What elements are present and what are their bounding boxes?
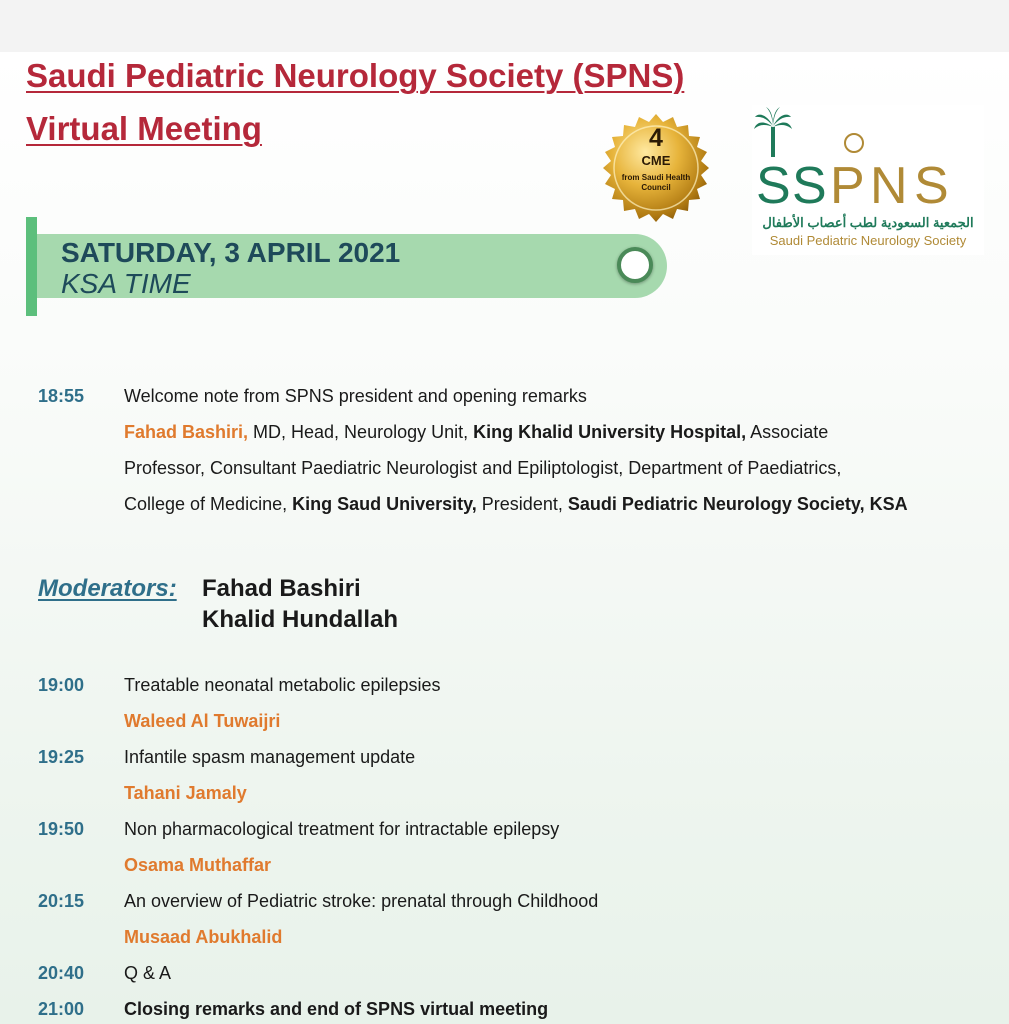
moderator-name: Khalid Hundallah xyxy=(202,606,399,633)
agenda-speaker-row xyxy=(0,777,1009,807)
svg-text:S: S xyxy=(756,157,791,215)
agenda-title: Welcome note from SPNS president and opening remarks xyxy=(124,386,587,406)
agenda-row xyxy=(0,885,1009,915)
agenda-time: 21:00 xyxy=(38,999,85,1019)
agenda-time: 18:55 xyxy=(38,386,85,406)
agenda-title: Non pharmacological treatment for intractable epilepsy xyxy=(124,819,560,839)
page-title: Saudi Pediatric Neurology Society (SPNS) xyxy=(26,57,685,94)
spns-logo-mark-icon xyxy=(752,105,984,215)
agenda-time: 20:40 xyxy=(38,963,85,983)
speaker-bio-text: President, xyxy=(476,494,568,514)
top-bar xyxy=(0,0,1009,52)
svg-text:P: P xyxy=(830,157,865,215)
agenda-speaker: Fahad Bashiri, xyxy=(124,422,249,442)
agenda-speaker: Osama Muthaffar xyxy=(124,855,272,875)
event-timezone: KSA TIME xyxy=(61,268,191,299)
moderator-name: Fahad Bashiri xyxy=(202,575,361,602)
agenda-speaker-row xyxy=(0,849,1009,879)
speaker-affiliation: King Saud University, xyxy=(292,494,477,514)
agenda-row xyxy=(0,813,1009,843)
agenda-row-qa xyxy=(0,957,1009,987)
agenda-speaker-row xyxy=(0,921,1009,951)
welcome-speaker-line-1 xyxy=(0,416,1009,446)
speaker-affiliation: Saudi Pediatric Neurology Society, KSA xyxy=(567,494,908,514)
date-banner-accent xyxy=(26,217,37,316)
welcome-speaker-line-3 xyxy=(0,488,1009,518)
agenda-speaker: Musaad Abukhalid xyxy=(124,927,283,947)
banner-circle-icon xyxy=(617,247,653,283)
event-date: SATURDAY, 3 APRIL 2021 xyxy=(61,237,401,268)
agenda-title: An overview of Pediatric stroke: prenatal through Childhood xyxy=(124,891,599,911)
speaker-bio-text: College of Medicine, xyxy=(124,494,293,514)
cme-hours: 4 xyxy=(649,124,663,152)
agenda-row xyxy=(0,741,1009,771)
agenda-title: Closing remarks and end of SPNS virtual meeting xyxy=(124,999,549,1019)
logo-arabic-name: الجمعية السعودية لطب أعصاب الأطفال xyxy=(762,215,974,230)
page-subtitle: Virtual Meeting xyxy=(26,110,262,147)
agenda-time: 20:15 xyxy=(38,891,85,911)
speaker-bio-text: Professor, Consultant Paediatric Neurologist and Epiliptologist, Department of Paediatrics, xyxy=(124,458,842,478)
speaker-bio-text: MD, Head, Neurology Unit, xyxy=(248,422,474,442)
agenda-title: Q & A xyxy=(124,963,172,983)
cme-label: CME xyxy=(641,153,671,168)
agenda-title: Treatable neonatal metabolic epilepsies xyxy=(124,675,441,695)
date-banner xyxy=(37,234,667,298)
svg-text:N: N xyxy=(870,157,908,215)
agenda-title: Infantile spasm management update xyxy=(124,747,416,767)
welcome-speaker-line-2 xyxy=(0,452,1009,482)
agenda-speaker: Waleed Al Tuwaijri xyxy=(124,711,281,731)
agenda-speaker-row xyxy=(0,705,1009,735)
speaker-bio-text: Associate xyxy=(746,422,829,442)
svg-text:S: S xyxy=(792,157,827,215)
moderators-label: Moderators: xyxy=(38,575,177,602)
cme-badge xyxy=(600,112,712,224)
spns-logo xyxy=(752,105,984,255)
agenda-speaker: Tahani Jamaly xyxy=(124,783,247,803)
agenda-time: 19:25 xyxy=(38,747,85,767)
agenda-row-closing xyxy=(0,993,1009,1023)
speaker-affiliation: King Khalid University Hospital, xyxy=(473,422,747,442)
agenda-time: 19:50 xyxy=(38,819,85,839)
cme-source: from Saudi Health Council xyxy=(621,173,691,192)
agenda-row-welcome xyxy=(0,380,1009,410)
agenda-time: 19:00 xyxy=(38,675,85,695)
svg-text:S: S xyxy=(914,157,949,215)
agenda-row xyxy=(0,669,1009,699)
logo-english-name: Saudi Pediatric Neurology Society xyxy=(769,233,967,248)
